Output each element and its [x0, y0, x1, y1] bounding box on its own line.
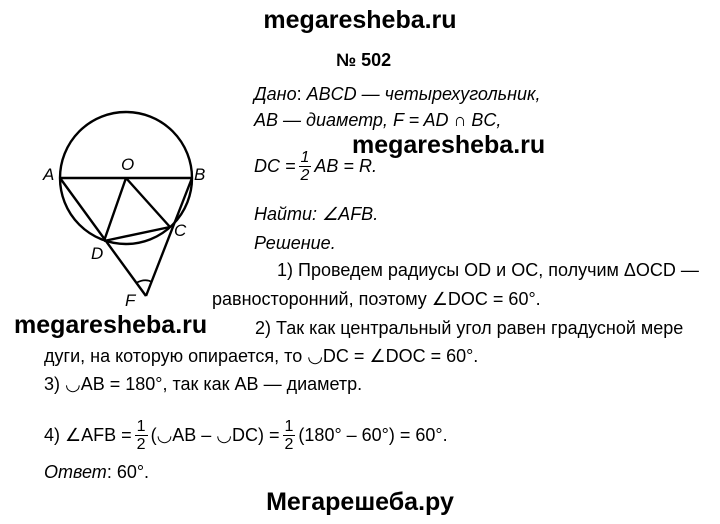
label-d: D: [91, 244, 104, 263]
given-label: Дано: [254, 84, 297, 104]
step4-left: 4) ∠AFB =: [44, 424, 132, 445]
radius-od: [104, 178, 126, 241]
find-value: ∠AFB.: [322, 204, 379, 224]
given-fraction: [299, 149, 312, 184]
step4-fraction-1-den: 2: [136, 435, 146, 453]
label-c: C: [174, 221, 187, 240]
step4-fraction-1-num: 1: [136, 417, 146, 435]
label-b: B: [194, 165, 206, 184]
answer-line: Ответ: 60°.: [44, 462, 150, 482]
given-line-3: [254, 146, 377, 186]
label-a: A: [43, 165, 55, 184]
given-text-1: ABCD — четырехугольник,: [306, 84, 541, 104]
given-fraction-num: 1: [300, 148, 310, 166]
angle-f-arc: [136, 280, 152, 283]
given-line-2: AB — диаметр, F = AD ∩ BC,: [254, 110, 502, 130]
solution-label: Решение.: [254, 233, 336, 253]
radius-oc: [126, 178, 170, 227]
step4-fraction-2-den: 2: [284, 435, 294, 453]
answer-label: Ответ: [44, 462, 107, 482]
given-ab: AB = R.: [314, 155, 377, 176]
step3: 3) ◡AB = 180°, так как AB — диаметр.: [44, 374, 363, 394]
line-af: [60, 178, 146, 296]
step1-line2: равносторонний, поэтому ∠DOC = 60°.: [212, 289, 541, 309]
watermark-bottom: Мегарешеба.ру: [266, 488, 454, 516]
label-o: O: [121, 155, 135, 174]
find-label: Найти: [254, 204, 313, 224]
label-f: F: [125, 291, 136, 310]
given-fraction-den: 2: [300, 166, 310, 184]
step4-right: (180° – 60°) = 60°.: [298, 424, 448, 445]
step4-fraction-1: [135, 418, 148, 453]
step4-fraction-2: [283, 418, 296, 453]
answer-value: 60°.: [116, 462, 150, 482]
step4-mid: (◡AB – ◡DC) =: [150, 424, 280, 445]
given-dc: DC =: [254, 155, 296, 176]
given-line-1: Дано: ABCD — четырехугольник,: [254, 84, 541, 104]
problem-number: № 502: [336, 50, 392, 70]
find-line: Найти: ∠AFB.: [254, 204, 379, 224]
watermark-middle: megaresheba.ru: [352, 131, 546, 159]
geometry-figure: [30, 90, 240, 310]
watermark-left: megaresheba.ru: [14, 311, 208, 339]
step4-fraction-2-num: 1: [284, 417, 294, 435]
step2-line2: дуги, на которую опирается, то ◡DC = ∠DOC = 60°.: [44, 346, 479, 366]
step1-line1: 1) Проведем радиусы OD и OC, получим ΔOCD —: [277, 260, 699, 280]
step2-line1: 2) Так как центральный угол равен градусной мере: [255, 318, 684, 338]
step4: [44, 414, 448, 456]
watermark-top: megaresheba.ru: [263, 6, 457, 34]
